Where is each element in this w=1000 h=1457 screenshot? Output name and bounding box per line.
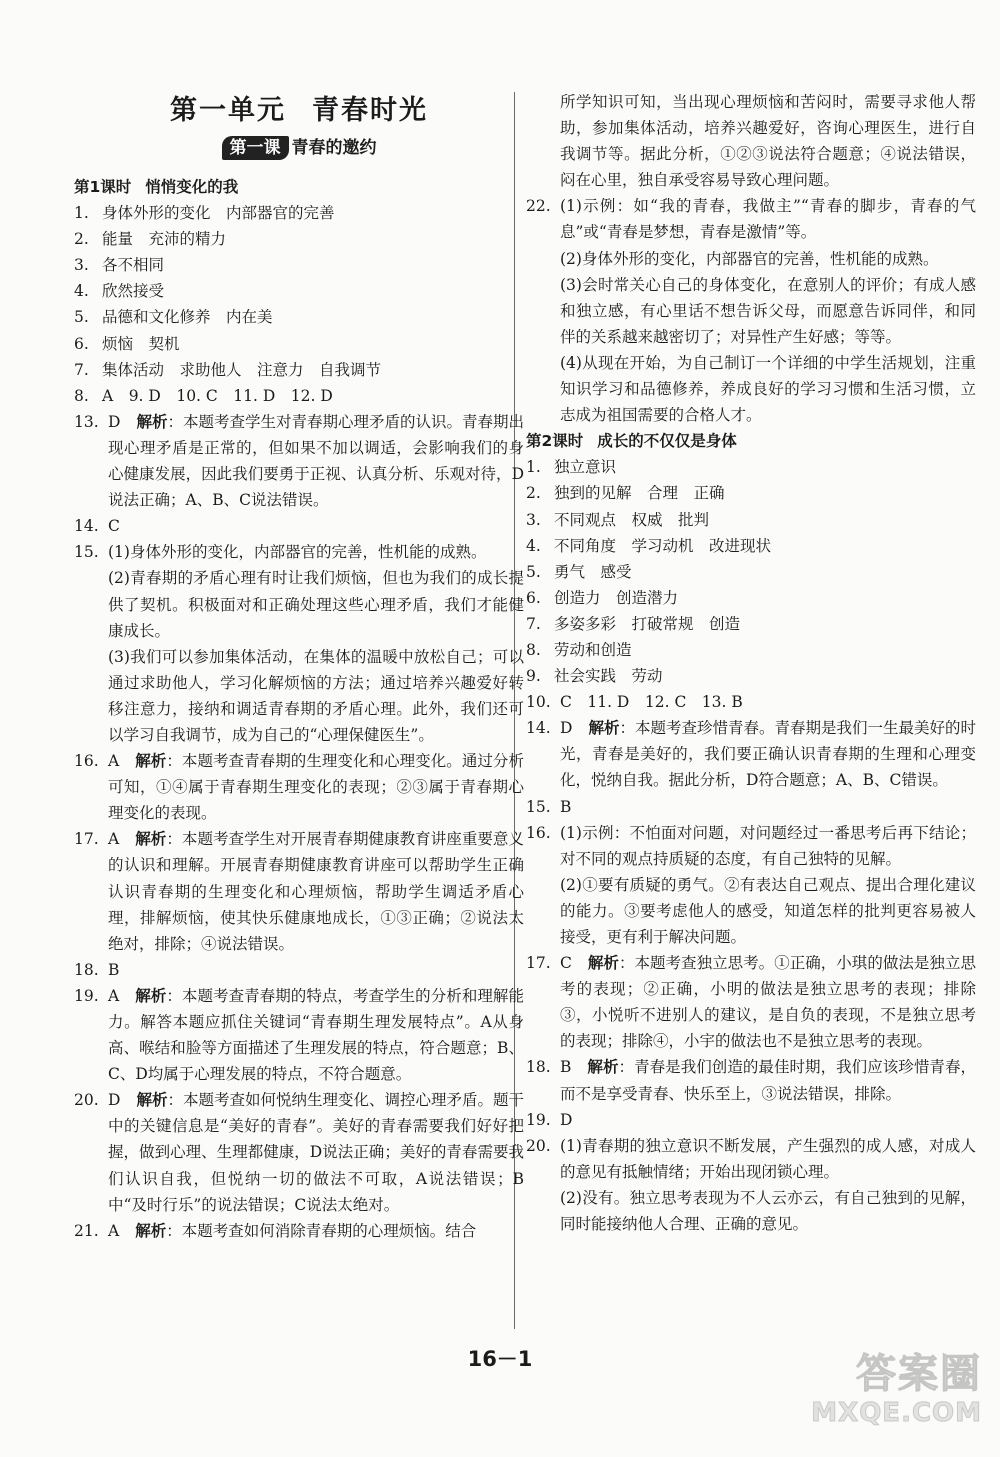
list-item: 4. 欣然接受 [74, 282, 165, 301]
answer-15b: 15. B [526, 797, 572, 816]
answer-18b: 18. B 解析：青春是我们创造的最佳时期，我们应该珍惜青春，而不是享受青春、快乐至上，③说法错误，排除。 [526, 1058, 976, 1103]
answer-22-part4: (4)从现在开始，为自己制订一个详细的中学生活规划，注重知识学习和品德修养，养成良好的学习习惯和生活习惯，立志成为祖国需要的合格人才。 [560, 353, 976, 425]
list-item: 4. 不同角度 学习动机 改进现状 [526, 536, 772, 555]
unit-title-number: 第一单元 [170, 95, 286, 126]
list-item: 1. 独立意识 [526, 458, 617, 477]
list-item: 6. 烦恼 契机 [74, 334, 180, 353]
answer-18: 18. B [74, 960, 120, 979]
list-item: 2. 能量 充沛的精力 [74, 230, 227, 249]
answer-15-part3: (3)我们可以参加集体活动，在集体的温暖中放松自己；可以通过求助他人，学习化解烦恼的方法；通过培养兴趣爱好转移注意力，接纳和调适青春期的矛盾心理。此外，我们还可以学习自我调节，成为自己的“心理保健医生”。 [108, 647, 524, 744]
list-item: 1. 身体外形的变化 内部器官的完善 [74, 204, 335, 223]
list-item: 9. 社会实践 劳动 [526, 667, 663, 686]
answer-21-continued: 所学知识可知，当出现心理烦恼和苦闷时，需要寻求他人帮助，参加集体活动，培养兴趣爱好，咨询心理医生，进行自我调节等。据此分析，①②③说法符合题意；④说法错误，闷在心里，独自承受容易导致心理问题。 [560, 93, 976, 190]
answer-14: 14. C [74, 517, 120, 536]
watermark-logo [772, 1350, 982, 1445]
answer-21: 21. A 解析：本题考查如何消除青春期的心理烦恼。结合 [74, 1221, 477, 1240]
lesson-title: 青春的邀约 [291, 138, 377, 158]
answer-14b: 14. D 解析：本题考查珍惜青春。青春期是我们一生最美好的时光，青春是美好的，我们要正确认识青春期的生理和心理变化，悦纳自我。据此分析，D符合题意；A、B、C错误。 [526, 719, 976, 790]
list-item: 5. 勇气 感受 [526, 562, 632, 581]
answer-17: 17. A 解析：本题考查学生对开展青春期健康教育讲座重要意义的认识和理解。开展青春期健康教育讲座可以帮助学生正确认识青春期的生理变化和心理烦恼，帮助学生调适矛盾心理，排解烦恼，使其快乐健康地成长，①③正确；②说法太绝对，排除；④说法错误。 [74, 830, 524, 953]
list-item: 3. 不同观点 权威 批判 [526, 510, 710, 529]
list-item: 8. A 9. D 10. C 11. D 12. D [74, 386, 333, 405]
list-item: 2. 独到的见解 合理 正确 [526, 484, 725, 503]
answer-17b: 17. C 解析：本题考查独立思考。①正确，小琪的做法是独立思考的表现；②正确，小明的做法是独立思考的表现；排除③，小悦听不进别人的建议，是自负的表现，不是独立思考的表现；排除④，小宇的做法也不是独立思考的表现。 [526, 954, 976, 1051]
list-item: 7. 集体活动 求助他人 注意力 自我调节 [74, 360, 382, 379]
answer-16: 16. A 解析：本题考查青春期的生理变化和心理变化。通过分析可知，①④属于青春期生理变化的表现；②③属于青春期心理变化的表现。 [74, 752, 524, 823]
page-number: 16－1 [467, 1347, 533, 1371]
answer-16b-part2: (2)①要有质疑的勇气。②有表达自己观点、提出合理化建议的能力。③要考虑他人的感受，知道怎样的批判更容易被人接受，更有利于解决问题。 [560, 875, 976, 946]
list-item: 3. 各不相同 [74, 256, 165, 275]
lesson-banner [74, 133, 524, 160]
list-item: 5. 品德和文化修养 内在美 [74, 308, 273, 327]
unit-title [74, 88, 524, 127]
lesson-tag: 第一课 [222, 136, 289, 160]
list-item: 10. C 11. D 12. C 13. B [526, 693, 743, 712]
answer-22-part3: (3)会时常关心自己的身体变化，在意别人的评价；有成人感和独立感，有心里话不想告诉父母，而愿意告诉同伴，和同伴的关系越来越密切了；对异性产生好感；等等。 [560, 275, 976, 346]
answer-20b: 20. (1)青春期的独立意识不断发展，产生强烈的成人感，对成人的意见有抵触情绪；开始出现闭锁心理。 [526, 1136, 976, 1181]
unit-title-name: 青春时光 [312, 95, 428, 126]
answer-20: 20. D 解析：本题考查如何悦纳生理变化、调控心理矛盾。题干中的关键信息是“美好的青春”。美好的青春需要我们好好把握，做到心理、生理都健康，D说法正确；美好的青春需要我们认识自我，但悦纳一切的做法不可取，A说法错误；B中“及时行乐”的说法错误；C说法太绝对。 [74, 1091, 524, 1214]
section-heading-lesson1: 第1课时 悄悄变化的我 [74, 178, 239, 196]
answer-16b: 16. (1)示例：不怕面对问题，对问题经过一番思考后再下结论；对不同的观点持质疑的态度，有自己独特的见解。 [526, 823, 976, 868]
answer-22: 22. (1)示例：如“我的青春，我做主”“青春的脚步，青春的气息”或“青春是梦想，青春是激情”等。 [526, 197, 976, 242]
section-heading-lesson2: 第2课时 成长的不仅仅是身体 [526, 432, 737, 451]
answer-15: 15. (1)身体外形的变化，内部器官的完善，性机能的成熟。 [74, 543, 487, 562]
list-item: 6. 创造力 创造潜力 [526, 588, 679, 607]
right-column [526, 89, 976, 1237]
answer-13: 13. D 解析：本题考查学生对青春期心理矛盾的认识。青春期出现心理矛盾是正常的，但如果不加以调适，会影响我们的身心健康发展，因此我们要勇于正视、认真分析、乐观对待，D说法正确；A、B、C说法错误。 [74, 412, 524, 510]
answer-15-part2: (2)青春期的矛盾心理有时让我们烦恼，但也为我们的成长提供了契机。积极面对和正确处理这些心理矛盾，我们才能健康成长。 [108, 569, 524, 640]
answer-20b-part2: (2)没有。独立思考表现为不人云亦云，有自己独到的见解，同时能接纳他人合理、正确的意见。 [560, 1188, 976, 1234]
left-column [74, 174, 524, 1244]
answer-22-part2: (2)身体外形的变化，内部器官的完善，性机能的成熟。 [560, 249, 939, 268]
watermark-logo-text: 答案圈 [856, 1351, 982, 1397]
answer-19b: 19. D [526, 1110, 573, 1129]
list-item: 8. 劳动和创造 [526, 640, 632, 659]
answer-19: 19. A 解析：本题考查青春期的特点，考查学生的分析和理解能力。解答本题应抓住关键词“青春期生理发展特点”。A从身高、喉结和脸等方面描述了生理发展的特点，符合题意；B、C、D均属于心理发展的特点，不符合题意。 [74, 986, 524, 1084]
list-item: 7. 多姿多彩 打破常规 创造 [526, 614, 741, 633]
watermark-url: MXQE.COM [811, 1398, 982, 1428]
